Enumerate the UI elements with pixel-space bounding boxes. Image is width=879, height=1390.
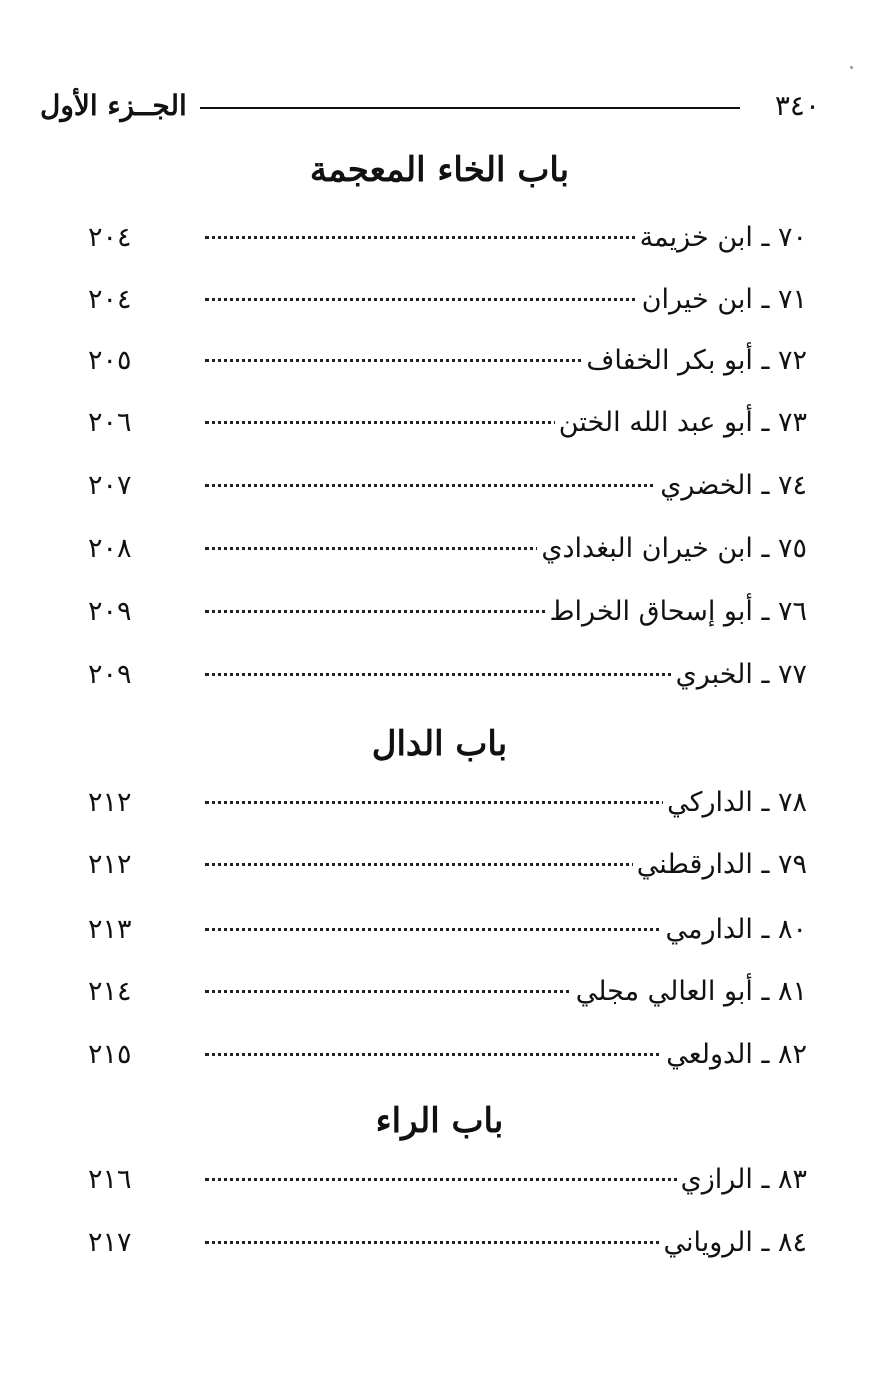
- entry-label: ٧٨ ـ الداركي: [663, 783, 807, 823]
- entry-page: ٢١٥: [88, 1039, 132, 1070]
- entry-page: ٢٠٥: [88, 345, 132, 376]
- entry-page: ٢١٢: [88, 849, 132, 880]
- toc-entry[interactable]: [0, 910, 879, 950]
- entry-page: ٢١٧: [88, 1227, 132, 1258]
- scan-speck: [850, 66, 853, 69]
- toc-entry[interactable]: [0, 466, 879, 506]
- toc-entry[interactable]: [0, 1223, 879, 1263]
- toc-entry[interactable]: [0, 1035, 879, 1075]
- entry-label: ٨١ ـ أبو العالي مجلي: [572, 972, 807, 1012]
- entry-label: ٨٢ ـ الدولعي: [662, 1035, 807, 1075]
- section-heading: باب الراء: [375, 1101, 504, 1141]
- entry-label: ٧٥ ـ ابن خيران البغدادي: [537, 529, 807, 569]
- part-title: الجــزء الأول: [40, 89, 187, 122]
- section-heading: باب الدال: [371, 724, 508, 764]
- entry-page: ٢٠٩: [88, 659, 132, 690]
- entry-label: ٨٤ ـ الروياني: [659, 1223, 807, 1263]
- entry-page: ٢٠٦: [88, 407, 132, 438]
- entry-page: ٢١٦: [88, 1164, 132, 1195]
- toc-entry[interactable]: [0, 972, 879, 1012]
- entry-label: ٧٩ ـ الدارقطني: [633, 845, 807, 885]
- toc-entry[interactable]: [0, 1160, 879, 1200]
- entry-page: ٢٠٨: [88, 533, 132, 564]
- header-rule: [200, 107, 740, 109]
- entry-label: ٧٤ ـ الخضري: [656, 466, 807, 506]
- toc-entry[interactable]: [0, 403, 879, 443]
- toc-entry[interactable]: [0, 655, 879, 695]
- toc-entry[interactable]: [0, 783, 879, 823]
- entry-page: ٢٠٤: [88, 222, 132, 253]
- section-heading: باب الخاء المعجمة: [309, 150, 570, 190]
- running-header: [40, 86, 820, 130]
- toc-entry[interactable]: [0, 218, 879, 258]
- entry-page: ٢١٣: [88, 914, 132, 945]
- entry-page: ٢١٤: [88, 976, 132, 1007]
- page-number: ٣٤٠: [774, 89, 820, 122]
- toc-entry[interactable]: [0, 341, 879, 381]
- toc-entry[interactable]: [0, 592, 879, 632]
- entry-label: ٧٢ ـ أبو بكر الخفاف: [582, 341, 807, 381]
- entry-label: ٧١ ـ ابن خيران: [638, 280, 807, 320]
- toc-entry[interactable]: [0, 529, 879, 569]
- entry-label: ٧٧ ـ الخبري: [672, 655, 807, 695]
- entry-label: ٧٦ ـ أبو إسحاق الخراط: [546, 592, 807, 632]
- entry-page: ٢٠٩: [88, 596, 132, 627]
- entry-label: ٧٣ ـ أبو عبد الله الختن: [555, 403, 807, 443]
- entry-page: ٢٠٧: [88, 470, 132, 501]
- entry-label: ٨٣ ـ الرازي: [677, 1160, 807, 1200]
- entry-label: ٨٠ ـ الدارمي: [662, 910, 808, 950]
- entry-page: ٢١٢: [88, 787, 132, 818]
- entry-label: ٧٠ ـ ابن خزيمة: [636, 218, 807, 258]
- toc-entry[interactable]: [0, 845, 879, 885]
- toc-entry[interactable]: [0, 280, 879, 320]
- entry-page: ٢٠٤: [88, 284, 132, 315]
